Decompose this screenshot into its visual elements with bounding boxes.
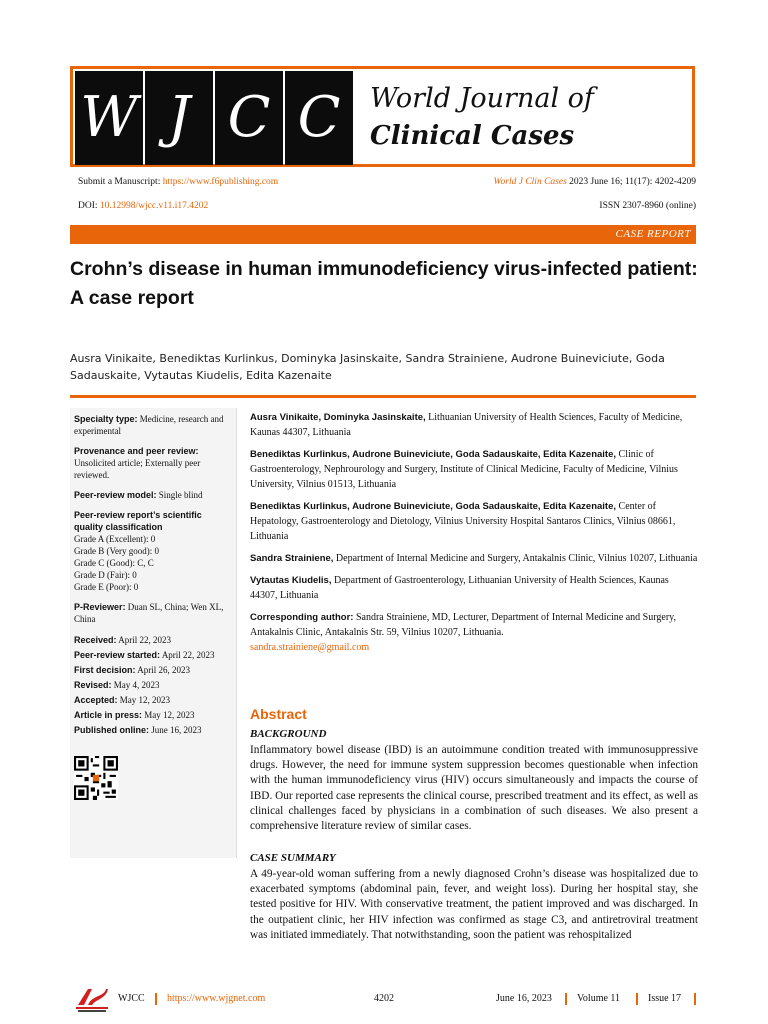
specialty-label: Specialty type: <box>74 414 138 424</box>
date-label: Published online: <box>74 725 150 735</box>
grade-d: Grade D (Fair): 0 <box>74 570 137 580</box>
masthead-letter-w: W <box>75 71 143 165</box>
affiliation-text: Clinic of Gastroenterology, Nephrourology and Surgery, Institute of Clinical Medicine, Faculty of Medicine, Vilnius University, Vilnius 01513, Lithuania <box>250 449 678 490</box>
date-received <box>74 633 232 648</box>
affiliation-names: Benediktas Kurlinkus, Audrone Buineviciute, Goda Sadauskaite, Edita Kazenaite, <box>250 449 617 460</box>
footer-divider <box>565 993 567 1005</box>
doi-label: DOI: <box>78 201 98 211</box>
abstract-heading: Abstract <box>250 706 307 722</box>
date-value: June 16, 2023 <box>151 725 202 735</box>
date-label: Accepted: <box>74 695 118 705</box>
corresponding-email-link[interactable]: sandra.strainiene@gmail.com <box>250 642 370 653</box>
footer-divider <box>694 993 696 1005</box>
date-label: First decision: <box>74 665 136 675</box>
doi-line <box>78 200 208 212</box>
classification-block <box>74 509 232 593</box>
affiliation-text: Department of Gastroenterology, Lithuanian University of Health Sciences, Kaunas 44307, Lithuania <box>250 575 669 601</box>
dates-block <box>74 633 232 738</box>
journal-name-line2: Clinical Cases <box>370 121 575 151</box>
date-peer-review-started <box>74 648 232 663</box>
date-published-online <box>74 723 232 738</box>
affiliation-2 <box>250 447 698 492</box>
masthead-letter-j: J <box>145 71 213 165</box>
author-list: Ausra Vinikaite, Benediktas Kurlinkus, Dominyka Jasinskaite, Sandra Strainiene, Audrone Buineviciute, Goda Sadauskaite, Vytautas Kiudelis, Edita Kazenaite <box>70 352 665 382</box>
title-line-1: Crohn’s disease in human immunodeficiency virus-infected patient: <box>70 258 698 280</box>
affiliations <box>250 410 698 662</box>
date-revised <box>74 678 232 693</box>
footer-divider <box>155 993 157 1005</box>
footer-volume: Volume 11 <box>577 993 621 1004</box>
date-value: May 4, 2023 <box>113 680 160 690</box>
footer-url-link[interactable]: https://www.wjgnet.com <box>167 993 266 1004</box>
classification-label: Peer-review report’s scientific quality classification <box>74 510 202 532</box>
affiliation-5 <box>250 573 698 603</box>
footer-journal: WJCC <box>118 993 145 1004</box>
date-accepted <box>74 693 232 708</box>
affiliation-3 <box>250 499 698 544</box>
submit-line <box>78 176 278 188</box>
specialty-block <box>74 413 232 437</box>
article-title <box>70 255 700 313</box>
grade-a: Grade A (Excellent): 0 <box>74 534 156 544</box>
affiliation-4 <box>250 551 698 566</box>
provenance-block <box>74 445 232 481</box>
article-type-banner <box>70 225 696 244</box>
corresponding-label: Corresponding author: <box>250 612 354 623</box>
journal-masthead <box>70 66 695 167</box>
section-divider <box>70 395 696 398</box>
case-summary-heading: CASE SUMMARY <box>250 852 336 864</box>
journal-name-line1: World Journal of <box>370 83 594 114</box>
date-in-press <box>74 708 232 723</box>
footer-page-number: 4202 <box>374 993 394 1004</box>
provenance-value: Unsolicited article; Externally peer reviewed. <box>74 458 201 480</box>
grade-b: Grade B (Very good): 0 <box>74 546 159 556</box>
citation-journal: World J Clin Cases <box>493 177 567 187</box>
affiliation-names: Vytautas Kiudelis, <box>250 575 332 586</box>
article-type-label: CASE REPORT <box>615 228 691 240</box>
affiliation-names: Benediktas Kurlinkus, Audrone Buineviciute, Goda Sadauskaite, Edita Kazenaite, <box>250 501 617 512</box>
citation-line <box>493 176 696 188</box>
submit-link[interactable]: https://www.f6publishing.com <box>162 177 279 187</box>
masthead-letter-c1: C <box>215 71 283 165</box>
date-value: April 22, 2023 <box>161 650 215 660</box>
peer-model-value: Single blind <box>158 490 203 500</box>
background-heading: BACKGROUND <box>250 728 327 740</box>
specialty-value: Medicine, research and experimental <box>74 414 224 436</box>
affiliation-text: Lithuanian University of Health Sciences, Faculty of Medicine, Kaunas 44307, Lithuania <box>250 412 683 438</box>
affiliation-text: Department of Internal Medicine and Surgery, Antakalnis Clinic, Vilnius 10207, Lithuania <box>335 553 698 564</box>
masthead-letter-c2: C <box>285 71 353 165</box>
date-value: April 26, 2023 <box>137 665 191 675</box>
article-info-sidebar <box>70 408 237 858</box>
case-summary-text: A 49-year-old woman suffering from a newly diagnosed Crohn’s disease was hospitalized due to exacerbated symptoms (abdominal pain, fever, and weight loss). During her hospital stay, she tested positive for HIV. With conservative treatment, the patient improved and was discharged. In the outpatient clinic, her HIV infection was confirmed as stage C3, and antiretroviral treatment was initiated immediately. That notwithstanding, soon the patient was rehospitalized <box>250 868 698 941</box>
peer-model-block <box>74 489 232 501</box>
date-first-decision <box>74 663 232 678</box>
date-label: Revised: <box>74 680 112 690</box>
doi-link[interactable]: 10.12998/wjcc.v11.i17.4202 <box>99 201 209 211</box>
date-value: May 12, 2023 <box>119 695 171 705</box>
footer-issue: Issue 17 <box>648 993 682 1004</box>
date-value: April 22, 2023 <box>118 635 172 645</box>
background-text: Inflammatory bowel disease (IBD) is an autoimmune condition treated with immunosuppressive drugs. However, the need for immune system suppression becomes questionable when infection with the human immunodeficiency virus (HIV) occurs simultaneously and impacts the course of IBD. Our reported case represents the clinical course, prescribed treatment and its effect, as well as clinical challenges faced by physicians in a combination of such diseases. We also present a comprehensive literature review of similar cases. <box>250 744 698 833</box>
date-label: Article in press: <box>74 710 143 720</box>
footer-divider <box>636 993 638 1005</box>
date-label: Received: <box>74 635 117 645</box>
affiliation-names: Ausra Vinikaite, Dominyka Jasinskaite, <box>250 412 426 423</box>
grade-c: Grade C (Good): C, C <box>74 558 154 568</box>
corresponding-text: Sandra Strainiene, MD, Lecturer, Department of Internal Medicine and Surgery, Antakalnis Clinic, Antakalnis Str. 59, Vilnius 10207, Lithuania. <box>250 612 676 638</box>
issn: ISSN 2307-8960 (online) <box>599 201 696 211</box>
provenance-label: Provenance and peer review: <box>74 446 199 456</box>
previewer-label: P-Reviewer: <box>74 602 126 612</box>
qr-code-icon[interactable] <box>74 756 118 800</box>
corresponding-author <box>250 610 698 655</box>
date-label: Peer-review started: <box>74 650 161 660</box>
previewer-value: Duan SL, China; Wen XL, China <box>74 602 224 624</box>
citation-detail: 2023 June 16; 11(17): 4202-4209 <box>569 177 696 187</box>
footer-date: June 16, 2023 <box>496 993 552 1004</box>
affiliation-1 <box>250 410 698 440</box>
publisher-logo-icon <box>74 985 110 1015</box>
grade-e: Grade E (Poor): 0 <box>74 582 139 592</box>
previewer-block <box>74 601 232 625</box>
submit-label: Submit a Manuscript: <box>78 177 161 187</box>
affiliation-text: Center of Hepatology, Gastroenterology and Dietology, Vilnius University Hospital Santaros Clinics, Vilnius 08661, Lithuania <box>250 501 676 542</box>
title-line-2: A case report <box>70 287 194 309</box>
date-value: May 12, 2023 <box>144 710 195 720</box>
affiliation-names: Sandra Strainiene, <box>250 553 334 564</box>
peer-model-label: Peer-review model: <box>74 490 157 500</box>
